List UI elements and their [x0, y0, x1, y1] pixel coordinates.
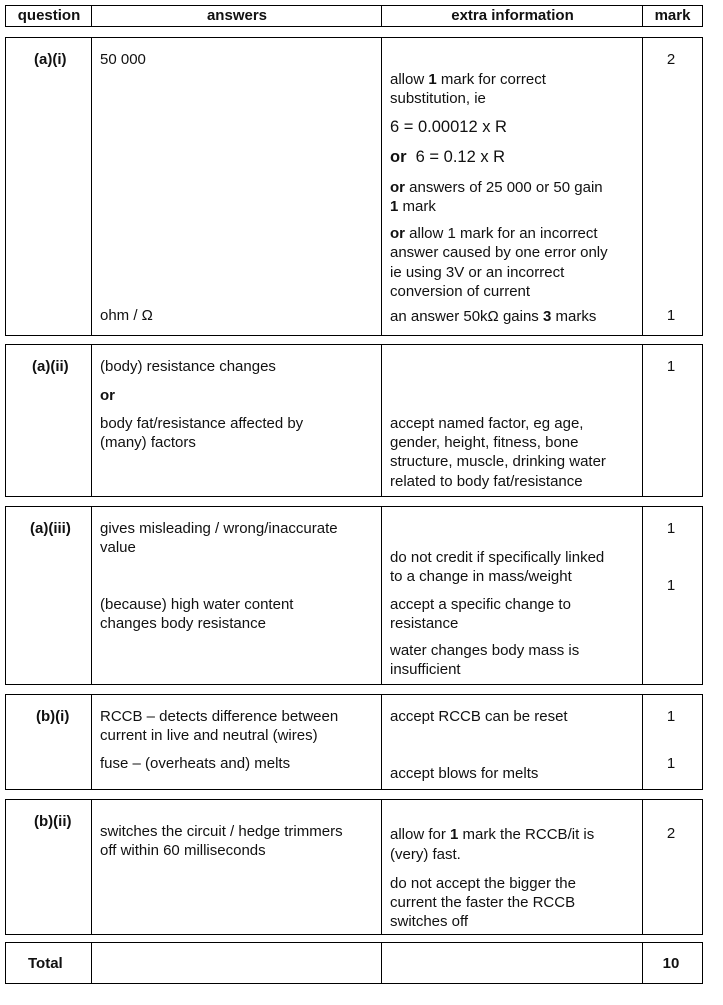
extra-equation: or 6 = 0.12 x R: [390, 148, 506, 166]
mark-value: 2: [666, 825, 676, 842]
answer-text: off within 60 milliseconds: [100, 842, 266, 859]
extra-text: water changes body mass is: [390, 642, 580, 659]
extra-text: insufficient: [390, 661, 461, 678]
extra-text: do not accept the bigger the: [390, 875, 576, 892]
extra-text: accept named factor, eg age,: [390, 415, 584, 432]
extra-text: accept RCCB can be reset: [390, 708, 568, 725]
extra-text: accept a specific change to: [390, 596, 571, 613]
mark-value: 1: [666, 358, 676, 375]
question-label: (a)(iii): [30, 520, 71, 537]
mark-value: 2: [666, 51, 676, 68]
mark-value: 1: [666, 755, 676, 772]
answer-text: (many) factors: [100, 434, 196, 451]
answer-text: ohm / Ω: [100, 307, 153, 324]
row-a-iii: [5, 506, 703, 685]
mark-value: 1: [666, 577, 676, 594]
extra-text: (very) fast.: [390, 846, 461, 863]
extra-text: structure, muscle, drinking water: [390, 453, 606, 470]
extra-text: or answers of 25 000 or 50 gain: [390, 179, 603, 196]
total-mark: 10: [662, 955, 680, 972]
mark-value: 1: [666, 307, 676, 324]
extra-text: do not credit if specifically linked: [390, 549, 605, 566]
header-row: [5, 5, 703, 27]
extra-text: substitution, ie: [390, 90, 486, 107]
extra-text: ie using 3V or an incorrect: [390, 264, 565, 281]
answer-text: (body) resistance changes: [100, 358, 276, 375]
extra-text: answer caused by one error only: [390, 244, 608, 261]
header-extra-information: extra information: [451, 7, 574, 24]
mark-value: 1: [666, 708, 676, 725]
total-label: Total: [28, 955, 63, 972]
answer-text: gives misleading / wrong/inaccurate: [100, 520, 338, 537]
extra-equation: 6 = 0.00012 x R: [390, 118, 507, 136]
question-label: (b)(ii): [34, 813, 72, 830]
header-answers: answers: [206, 7, 268, 24]
question-label: (a)(ii): [32, 358, 69, 375]
extra-text: or allow 1 mark for an incorrect: [390, 225, 598, 242]
answer-text: value: [100, 539, 136, 556]
question-label: (b)(i): [36, 708, 70, 725]
answer-text: body fat/resistance affected by: [100, 415, 304, 432]
answer-or: or: [100, 387, 115, 404]
answer-text: (because) high water content: [100, 596, 294, 613]
header-mark: mark: [654, 7, 691, 24]
answer-text: 50 000: [100, 51, 146, 68]
row-b-ii: [5, 799, 703, 935]
extra-text: current the faster the RCCB: [390, 894, 576, 911]
extra-text: allow 1 mark for correct: [390, 71, 546, 88]
mark-value: 1: [666, 520, 676, 537]
extra-text: allow for 1 mark the RCCB/it is: [390, 826, 595, 843]
answer-text: changes body resistance: [100, 615, 266, 632]
answer-text: current in live and neutral (wires): [100, 727, 318, 744]
row-b-i: [5, 694, 703, 790]
answer-text: RCCB – detects difference between: [100, 708, 339, 725]
total-row: [5, 942, 703, 984]
row-a-i: [5, 37, 703, 336]
extra-text: accept blows for melts: [390, 765, 539, 782]
extra-text: resistance: [390, 615, 459, 632]
extra-text: 1 mark: [390, 198, 436, 215]
answer-text: switches the circuit / hedge trimmers: [100, 823, 343, 840]
extra-text: related to body fat/resistance: [390, 473, 583, 490]
answer-text: fuse – (overheats and) melts: [100, 755, 291, 772]
row-a-ii: [5, 344, 703, 497]
extra-text: switches off: [390, 913, 469, 930]
extra-text: to a change in mass/weight: [390, 568, 572, 585]
extra-text: an answer 50kΩ gains 3 marks: [390, 308, 597, 325]
question-label: (a)(i): [34, 51, 67, 68]
extra-text: gender, height, fitness, bone: [390, 434, 579, 451]
header-question: question: [17, 7, 81, 24]
extra-text: conversion of current: [390, 283, 531, 300]
